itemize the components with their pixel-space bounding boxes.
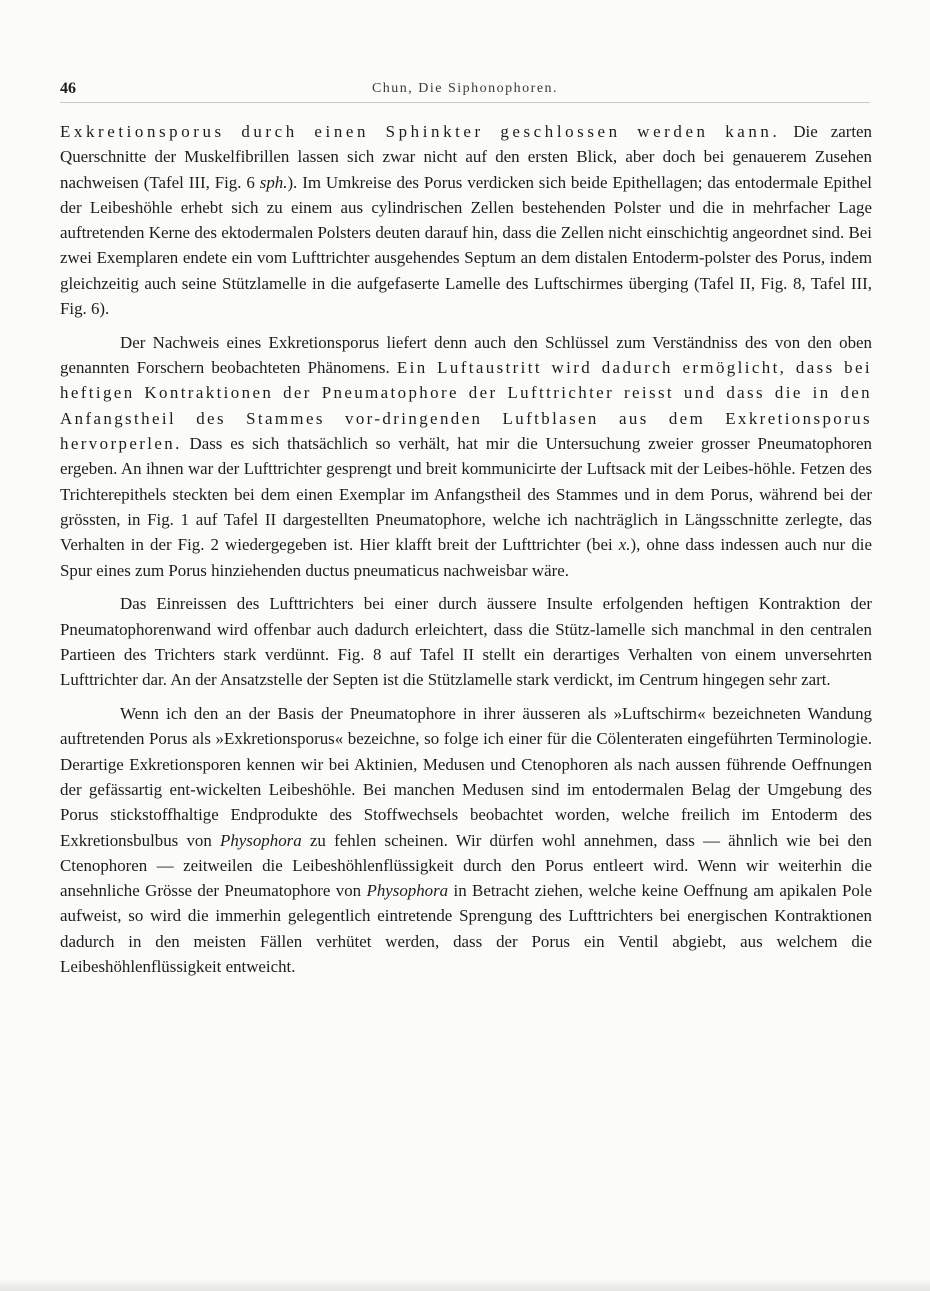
body-text [60,119,872,979]
paragraph-2 [60,330,872,583]
text-run: ), ohne dass indessen auch nur die Spur eines zum Porus hinziehenden ductus pneumaticus nachweisbar wäre. [60,535,872,580]
page-number: 46 [60,80,76,97]
paragraph-3 [60,591,872,692]
text-run: Die zarten Querschnitte der Muskelfibrillen lassen sich zwar nicht auf den ersten Blick, aber doch bei genauerem Zusehen nachweisen (Tafel III, Fig. 6 [60,122,872,192]
italic-abbrev: x. [618,535,631,555]
spaced-emphasis: Exkretionsporus durch einen Sphinkter geschlossen werden kann. [60,122,781,141]
text-run: Dass es sich thatsächlich so verhält, hat mir die Untersuchung zweier grosser Pneumatophoren ergeben. An ihnen war der Lufttrichter gesprengt und breit kommunicirte der Luftsack mit der Leibes-höhle. Fetzen des Trichterepithels steckten bei dem einen Exemplar im Anfangstheil des Stammes und in dem Porus, während bei der grössten, in Fig. 1 auf Tafel II dargestellten Pneumatophore, welche ich nachträglich in Längsschnitte zerlegte, das Verhalten in der Fig. 2 wiedergegeben ist. Hier klafft breit der Lufttrichter (bei [60,434,872,555]
paragraph-4 [60,701,872,979]
italic-genus-name: Physophora [366,881,449,901]
scan-edge [0,1279,930,1291]
italic-abbrev: sph. [259,172,288,192]
text-run: Das Einreissen des Lufttrichters bei einer durch äussere Insulte erfolgenden heftigen Kontraktion der Pneumatophorenwand wird offenbar auch dadurch erleichtert, dass die Stütz-lamelle sich manchmal in den centralen Partieen des Trichters stark verdünnt. Fig. 8 auf Tafel II stellt ein derartiges Verhalten von einem unversehrten Lufttrichter dar. An der Ansatzstelle der Septen ist die Stützlamelle stark verdickt, im Centrum hingegen sehr zart. [60,594,872,690]
running-title: Chun, Die Siphonophoren. [371,81,559,96]
page-header [60,80,870,103]
text-run: in Betracht ziehen, welche keine Oeffnung am apikalen Pole aufweist, so wird die immerhin gelegentlich eintretende Sprengung des Lufttrichters bei energischen Kontraktionen dadurch in den meisten Fällen verhütet werden, dass der Porus ein Ventil abgiebt, aus welchem die Leibeshöhlenflüssigkeit entweicht. [60,881,872,976]
paragraph-1 [60,119,872,321]
text-run: ). Im Umkreise des Porus verdicken sich beide Epithellagen; das entodermale Epithel der Leibeshöhle erhebt sich zu einem aus cylindrischen Zellen bestehenden Polster und die in mehrfacher Lage auftretenden Kerne des ektodermalen Polsters deuten darauf hin, dass die Zellen nicht einschichtig angeordnet sind. Bei zwei Exemplaren endete ein vom Lufttrichter ausgehendes Septum an dem distalen Entoderm-polster des Porus, indem gleichzeitig auch seine Stützlamelle in die aufgefaserte Lamelle des Luftschirmes überging (Tafel II, Fig. 8, Tafel III, Fig. 6). [60,172,872,319]
italic-genus-name: Physophora [220,830,302,850]
text-run: zu fehlen scheinen. Wir dürfen wohl annehmen, dass — ähnlich wie bei den Ctenophoren — zeitweilen die Leibeshöhlenflüssigkeit durch den Porus entleert wird. Wenn wir weiterhin die ansehnliche Grösse der Pneumatophore von [60,830,872,901]
text-run: Wenn ich den an der Basis der Pneumatophore in ihrer äusseren als »Luftschirm« bezeichneten Wandung auftretenden Porus als »Exkretionsporus« bezeichne, so folge ich einer für die Cölenteraten eingeführten Terminologie. Derartige Exkretionsporen kennen wir bei Aktinien, Medusen und Ctenophoren als nach aussen führende Oeffnungen der gefässartig ent-wickelten Leibeshöhle. Bei manchen Medusen sind im entodermalen Belag der Umgebung des Porus stickstoffhaltige Endprodukte des Stoffwechsels beobachtet worden, welche freilich im Entoderm des Exkretionsbulbus von [60,704,872,850]
text-run: Der Nachweis eines Exkretionsporus liefert denn auch den Schlüssel zum Verständniss des von den oben genannten Forschern beobachteten Phänomens. [60,332,872,378]
spaced-emphasis: Ein Luftaustritt wird dadurch ermöglicht, dass bei heftigen Kontraktionen der Pneumatophore der Lufttrichter reisst und dass die in den Anfangstheil des Stammes vor-dringenden Luftblasen aus dem Exkretionsporus hervorperlen. [60,358,872,454]
